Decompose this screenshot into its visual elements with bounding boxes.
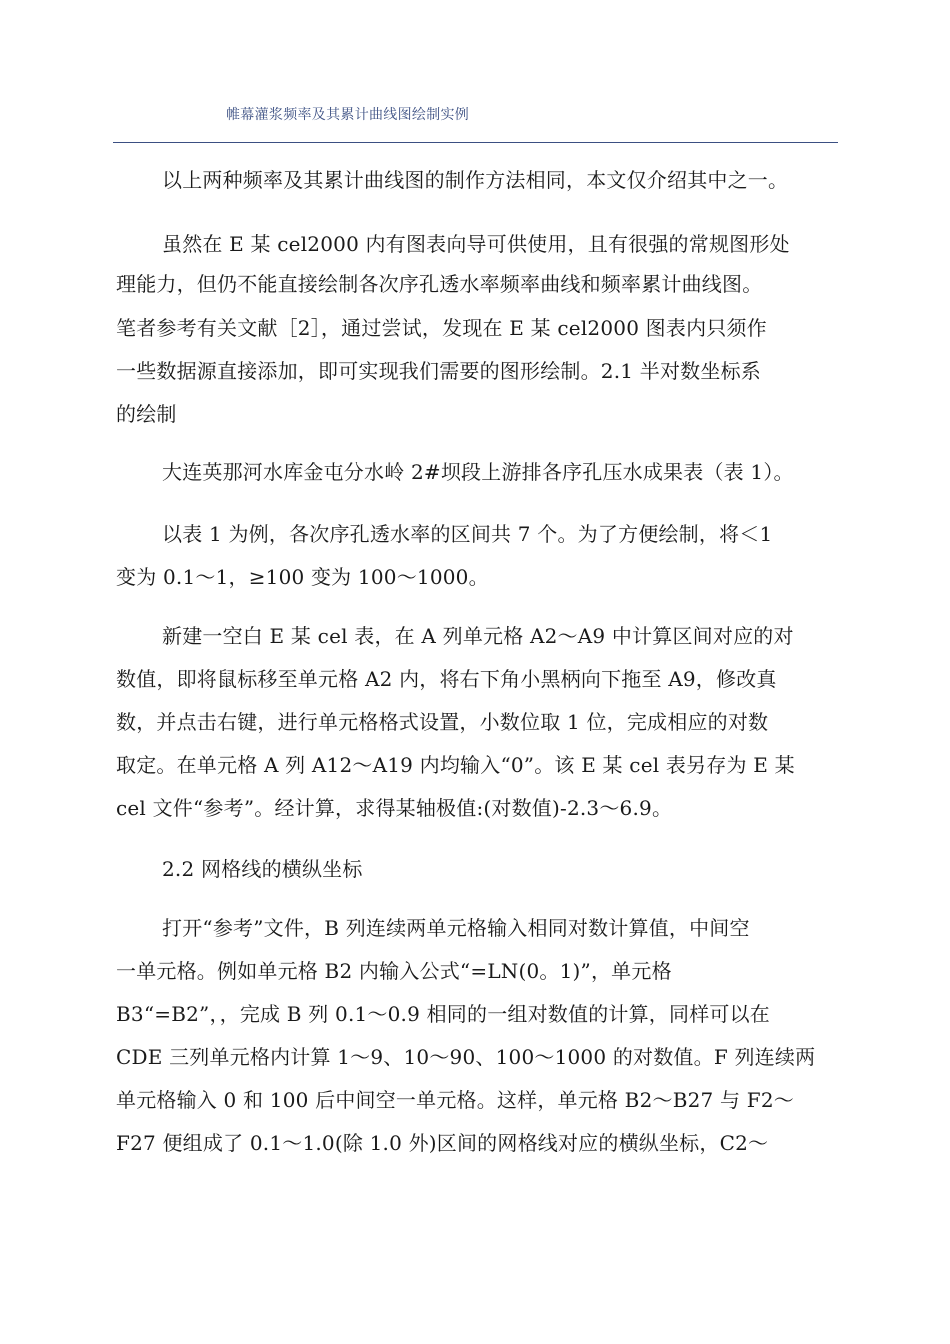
section-heading: 2.2 网格线的横纵坐标 [162,857,363,881]
header-divider [113,142,838,143]
paragraph-line: 数，并点击右键，进行单元格格式设置，小数位取 1 位，完成相应的对数 [116,710,769,734]
paragraph-line: 打开“参考”文件，B 列连续两单元格输入相同对数计算值，中间空 [162,916,750,940]
paragraph-line: 的绘制 [116,402,177,426]
paragraph-line: 取定。在单元格 A 列 A12～A19 内均输入“0”。该 E 某 cel 表另存为 E 某 [116,753,795,777]
running-header: 帷幕灌浆频率及其累计曲线图绘制实例 [226,107,470,123]
paragraph-line: cel 文件“参考”。经计算，求得某轴极值:(对数值)-2.3～6.9。 [116,796,673,820]
paragraph-line: 单元格输入 0 和 100 后中间空一单元格。这样，单元格 B2～B27 与 F2～ [116,1088,794,1112]
paragraph-line: 一些数据源直接添加，即可实现我们需要的图形绘制。2.1 半对数坐标系 [116,359,761,383]
paragraph-line: 笔者参考有关文献［2］，通过尝试，发现在 E 某 cel2000 图表内只须作 [116,316,767,340]
paragraph-line: 数值，即将鼠标移至单元格 A2 内，将右下角小黑柄向下拖至 A9，修改真 [116,667,777,691]
paragraph-line: 以上两种频率及其累计曲线图的制作方法相同，本文仅介绍其中之一。 [162,168,789,192]
paragraph-line: 虽然在 E 某 cel2000 内有图表向导可供使用，且有很强的常规图形处 [162,232,790,256]
paragraph-line: 以表 1 为例，各次序孔透水率的区间共 7 个。为了方便绘制，将＜1 [162,522,773,546]
paragraph-line: F27 便组成了 0.1～1.0(除 1.0 外)区间的网格线对应的横纵坐标，C2～ [116,1131,769,1155]
paragraph-line: 新建一空白 E 某 cel 表，在 A 列单元格 A2～A9 中计算区间对应的对 [162,624,794,648]
paragraph-line: CDE 三列单元格内计算 1～9、10～90、100～1000 的对数值。F 列连续两 [116,1045,816,1069]
paragraph-line: 大连英那河水库金屯分水岭 2#坝段上游排各序孔压水成果表（表 1）。 [162,460,794,484]
paragraph-line: 理能力，但仍不能直接绘制各次序孔透水率频率曲线和频率累计曲线图。 [116,272,763,296]
paragraph-line: 变为 0.1～1，≥100 变为 100～1000。 [116,565,489,589]
paragraph-line: B3“=B2”，，完成 B 列 0.1～0.9 相同的一组对数值的计算，同样可以在 [116,1002,770,1026]
paragraph-line: 一单元格。例如单元格 B2 内输入公式“=LN(0。1)”，单元格 [116,959,672,983]
